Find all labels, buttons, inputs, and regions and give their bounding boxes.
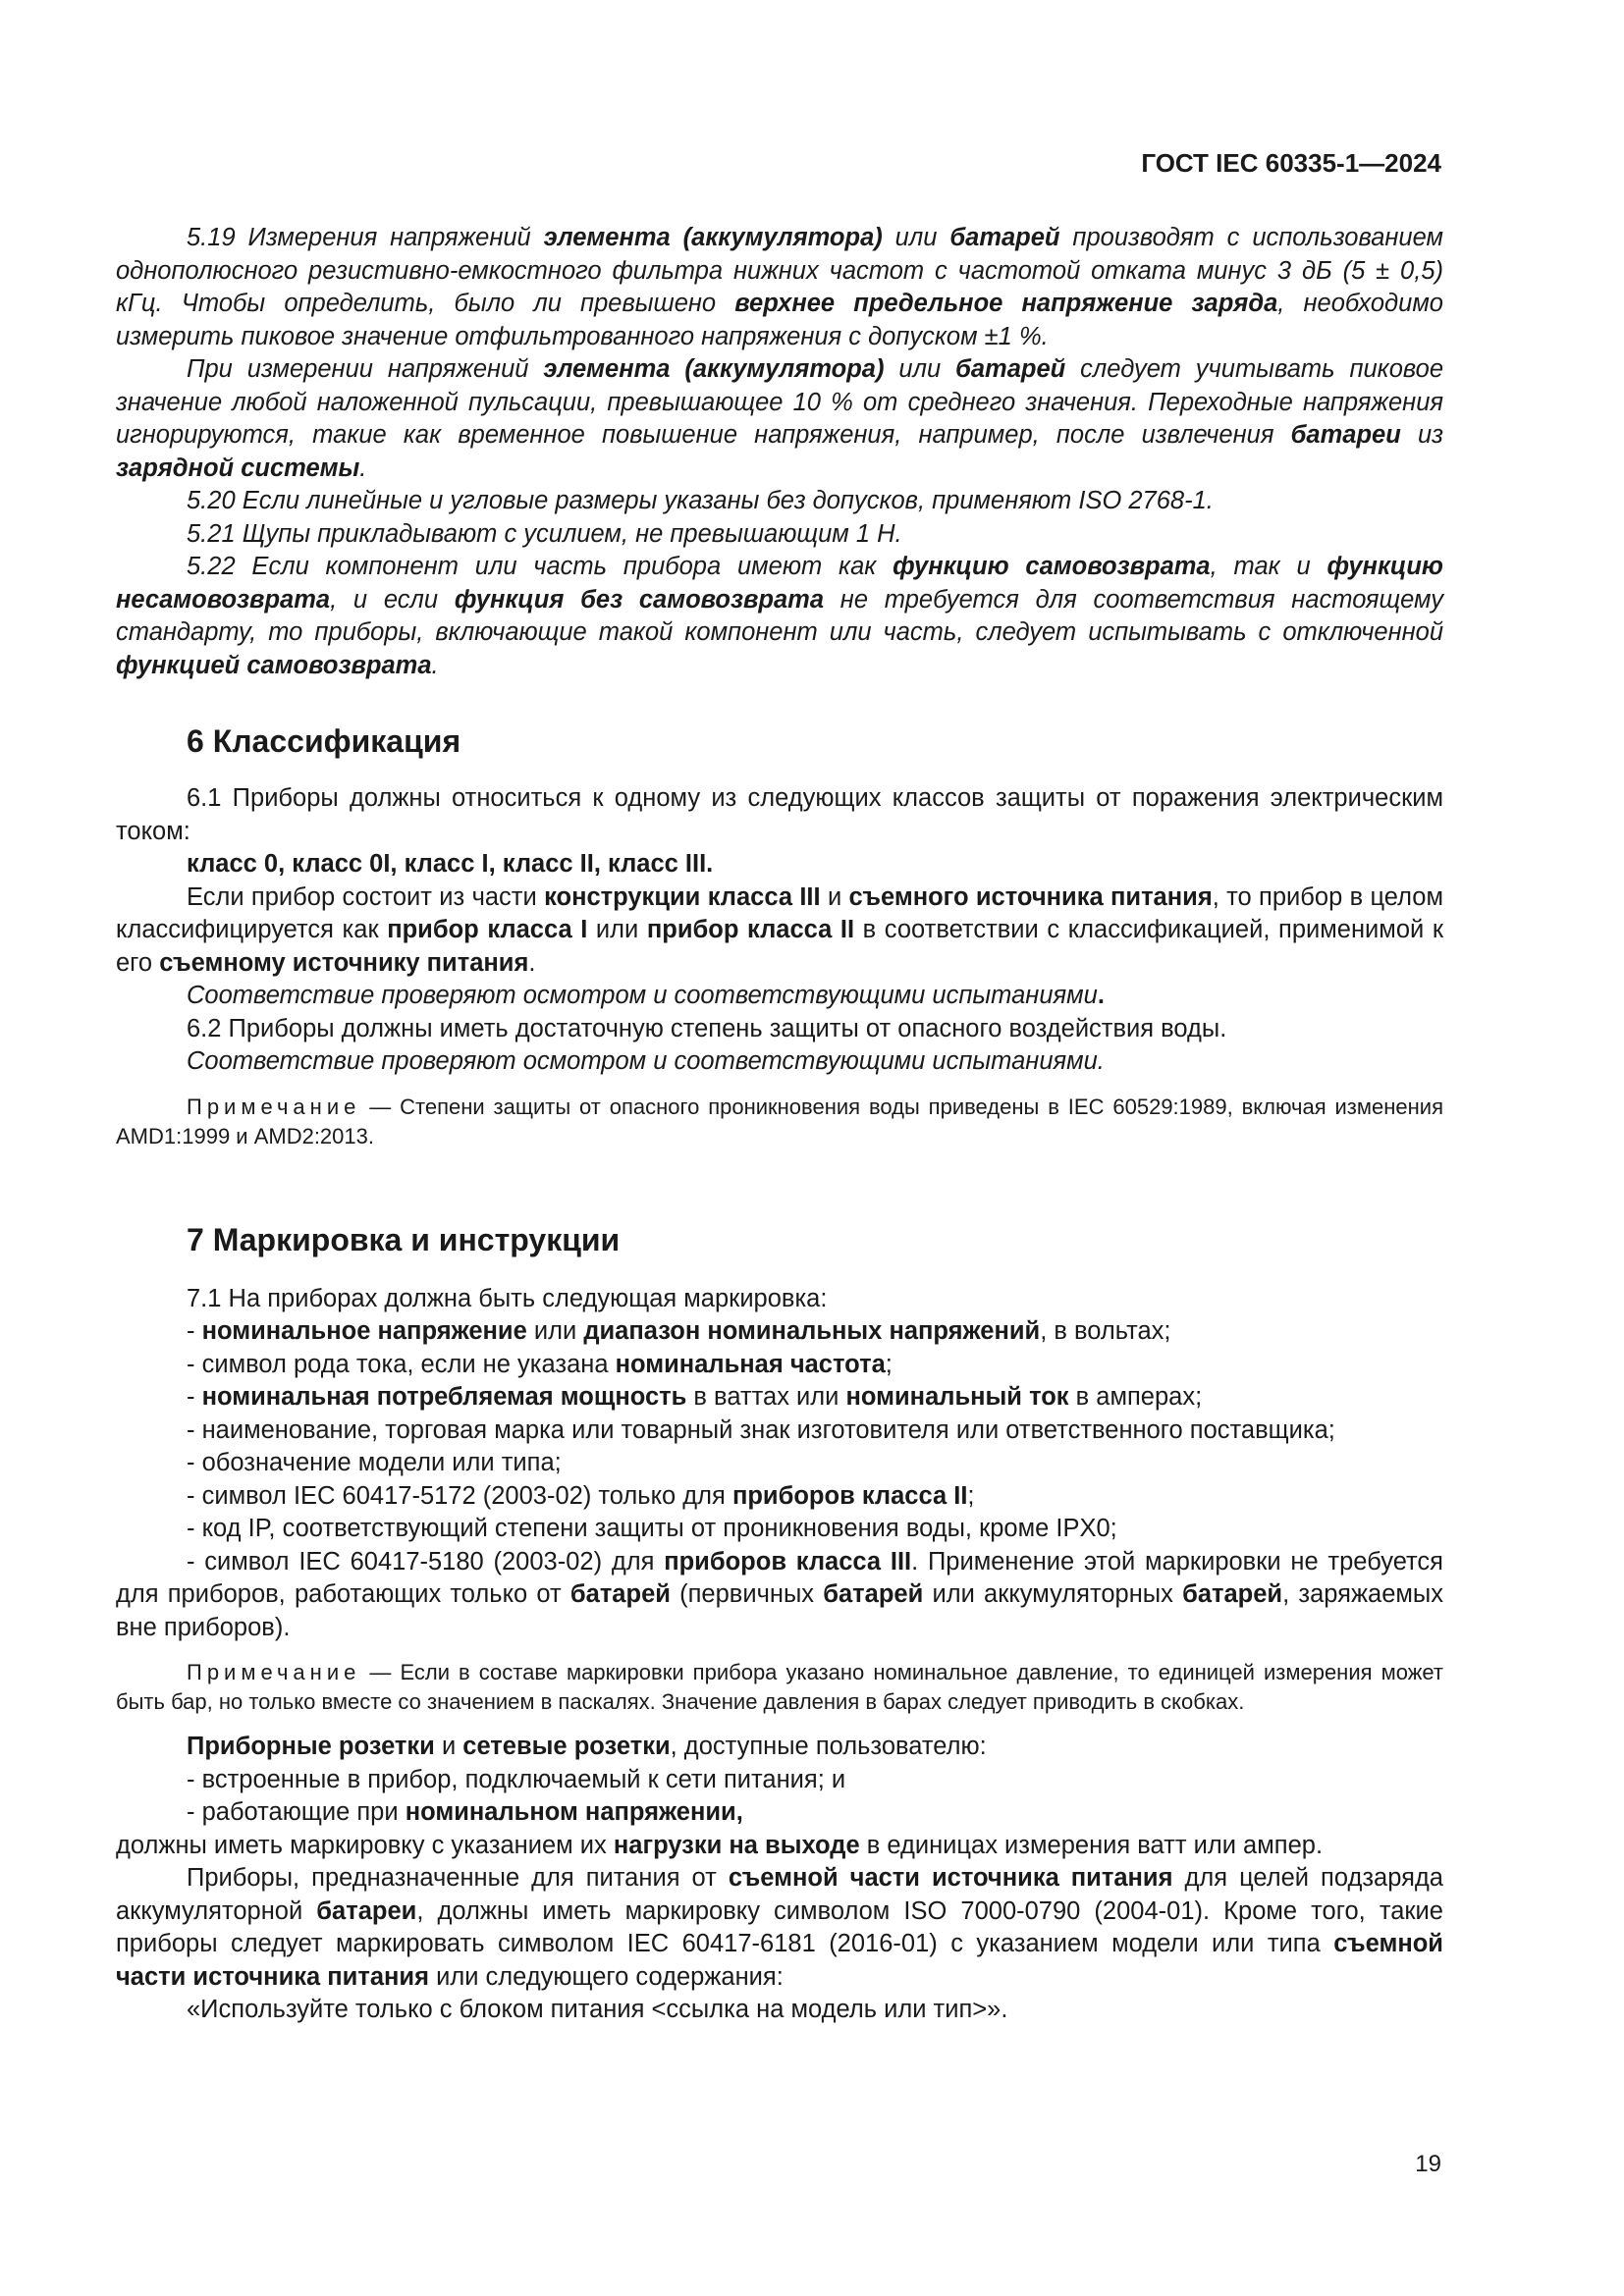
clause-5-19-para-2: При измерении напряжений элемента (аккумулятора) или батарей следует учитывать пиковое значение любой наложенной пульсации, превышающее 10 % от среднего значения. Переходные напряжения игнорируются, такие как временное повышение напряжения, например, после извлечения батареи из зарядной системы. (116, 355, 1444, 482)
section-6-heading: 6 Классификация (187, 723, 461, 759)
clause-6-1-para-2: Если прибор состоит из части конструкции класса III и съемного источника питания, то прибор в целом классифицируется как прибор класса I или прибор класса II в соответствии с классификацией, применимой к его съемному источнику питания. (116, 882, 1444, 977)
running-header: ГОСТ IEC 60335-1—2024 (1141, 148, 1441, 178)
list-item: - наименование, торговая марка или товарный знак изготовителя или ответственного поставщика; (187, 1415, 1335, 1444)
list-item: - обозначение модели или типа; (187, 1449, 562, 1476)
compliance-6-2: Соответствие проверяют осмотром и соответствующими испытаниями. (187, 1047, 1105, 1075)
detachable-supply-clause: Приборы, предназначенные для питания от съемной части источника питания для целей подзаряда аккумуляторной батареи, должны иметь маркировку символом ISO 7000-0790 (2004-01). Кроме того, такие приборы следует маркировать символом IEC 60417-6181 (2016-01) с указанием модели или типа съемной части источника питания или следующего содержания: (116, 1864, 1443, 1991)
clause-5-21: 5.21 Щупы прикладывают с усилием, не превышающим 1 Н. (187, 519, 902, 548)
note-6: Примечание — Степени защиты от опасного проникновения воды приведены в IEC 60529:1989, включая изменения AMD1:1999 и AMD2:2013. (116, 1094, 1443, 1148)
list-item: - номинальная потребляемая мощность в ваттах или номинальный ток в амперах; (187, 1383, 1203, 1411)
note-label: Примечание (187, 1660, 361, 1684)
list-item: - код IP, соответствующий степени защиты от проникновения воды, кроме IPX0; (187, 1515, 1117, 1542)
required-wording: «Используйте только с блоком питания <ссылка на модель или тип>». (187, 1996, 1008, 2023)
clause-5-22: 5.22 Если компонент или часть прибора имеют как функцию самовозврата, так и функцию несамовозврата, и если функция без самовозврата не требуется для соответствия настоящему стандарту, то приборы, включающие такой компонент или часть, следует испытывать с отключенной функцией самовозврата. (116, 553, 1443, 679)
compliance-6-1: Соответствие проверяют осмотром и соответствующими испытаниями. (187, 982, 1105, 1009)
list-item: - символ IEC 60417-5172 (2003-02) только для приборов класса II; (187, 1481, 975, 1510)
list-item: - встроенные в прибор, подключаемый к сети питания; и (187, 1765, 846, 1793)
clause-6-2: 6.2 Приборы должны иметь достаточную степень защиты от опасного воздействия воды. (187, 1014, 1227, 1042)
list-item: - работающие при номинальном напряжении, (187, 1798, 743, 1826)
clause-5-20: 5.20 Если линейные и угловые размеры указаны без допусков, применяют ISO 2768-1. (187, 487, 1214, 514)
clause-7-1: 7.1 На приборах должна быть следующая маркировка: (187, 1284, 828, 1312)
clause-5-19: 5.19 Измерения напряжений элемента (аккумулятора) или батарей производят с использованием однополюсного резистивно-емкостного фильтра нижних частот с частотой отката минус 3 дБ (5 ± 0,5) кГц. Чтобы определить, было ли превышено верхнее предельное напряжение заряда, необходимо измерить пиковое значение отфильтрованного напряжения с допуском ±1 %. (116, 224, 1443, 350)
list-item: - символ IEC 60417-5180 (2003-02) для приборов класса III. Применение этой маркировки не требуется для приборов, работающих только от батарей (первичных батарей или аккумуляторных батарей, заряжаемых вне приборов). (116, 1547, 1443, 1641)
note-label: Примечание (187, 1094, 361, 1119)
note-7: Примечание — Если в составе маркировки прибора указано номинальное давление, то единицей измерения может быть бар, но только вместе со значением в паскалях. Значение давления в барах следует приводить в скобках. (116, 1660, 1443, 1714)
sockets-intro: Приборные розетки и сетевые розетки, доступные пользователю: (187, 1733, 987, 1760)
list-item: - символ рода тока, если не указана номинальная частота; (187, 1350, 893, 1378)
clause-6-1: 6.1 Приборы должны относиться к одному из следующих классов защиты от поражения электрическим током: (116, 784, 1443, 845)
sockets-requirement: должны иметь маркировку с указанием их нагрузки на выходе в единицах измерения ватт или ампер. (116, 1831, 1324, 1859)
protection-classes: класс 0, класс 0I, класс I, класс II, класс III. (187, 850, 714, 878)
list-item: - номинальное напряжение или диапазон номинальных напряжений, в вольтах; (187, 1317, 1171, 1345)
page-body (116, 222, 1443, 2027)
page-number: 19 (1415, 2151, 1441, 2177)
section-7-heading: 7 Маркировка и инструкции (187, 1221, 621, 1257)
